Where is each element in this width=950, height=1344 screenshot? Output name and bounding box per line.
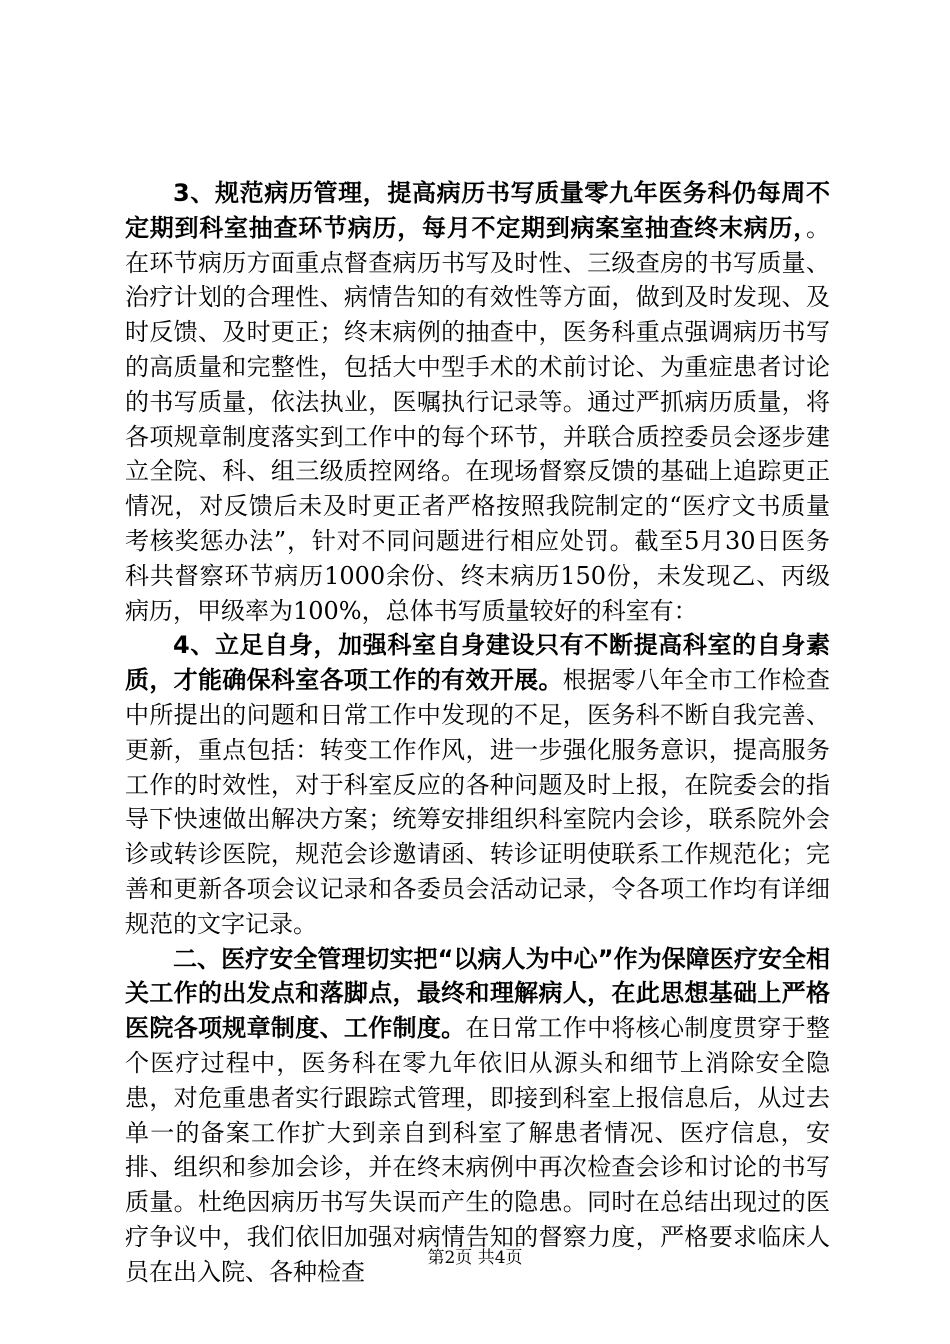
paragraph-heading: 3、规范病历管理，提高病历书写质量零九年医务科仍每周不定期到科室抽查环节病历，每月不定期到病案室抽查终末病历， [125, 179, 830, 242]
document-body [125, 176, 830, 1290]
paragraph-department-building [125, 628, 830, 941]
paragraph-medical-safety [125, 942, 830, 1290]
paragraph-heading: 4、立足自身，加强科室自身建设只有不断提高科室的自身素质，才能确保科室各项工作的有效开展。 [125, 631, 830, 695]
page-footer [0, 1247, 950, 1269]
paragraph-text: 在日常工作中将核心制度贯穿于整个医疗过程中，医务科在零九年依旧从源头和细节上消除安全隐患，对危重患者实行跟踪式管理，即接到科室上报信息后，从过去单一的备案工作扩大到亲自到科室了解患者情况、医疗信息，安排、组织和参加会诊，并在终末病例中再次检查会诊和讨论的书写质量。杜绝因病历书写失误而产生的隐患。同时在总结出现过的医疗争议中，我们依旧加强对病情告知的督察力度，严格要求临床人员在出入院、各种检查 [125, 1014, 830, 1286]
paragraph-medical-records [125, 176, 830, 628]
paragraph-text: 。在环节病历方面重点督查病历书写及时性、三级查房的书写质量、治疗计划的合理性、病情告知的有效性等方面，做到及时发现、及时反馈、及时更正；终末病例的抽查中，医务科重点强调病历书写的高质量和完整性，包括大中型手术的术前讨论、为重症患者讨论的书写质量，依法执业，医嘱执行记录等。通过严抓病历质量，将各项规章制度落实到工作中的每个环节，并联合质控委员会逐步建立全院、科、组三级质控网络。在现场督察反馈的基础上追踪更正情况，对反馈后未及时更正者严格按照我院制定的“医疗文书质量考核奖惩办法”，针对不同问题进行相应处罚。截至5月30日医务科共督察环节病历1000余份、终末病历150份，未发现乙、丙级病历，甲级率为100%，总体书写质量较好的科室有： [125, 213, 830, 625]
paragraph-text: 根据零八年全市工作检查中所提出的问题和日常工作中发现的不足，医务科不断自我完善、更新，重点包括：转变工作作风，进一步强化服务意识，提高服务工作的时效性，对于科室反应的各种问题及时上报，在院委会的指导下快速做出解决方案；统筹安排组织科室院内会诊，联系院外会诊或转诊医院，规范会诊邀请函、转诊证明使联系工作规范化；完善和更新各项会议记录和各委员会活动记录，令各项工作均有详细规范的文字记录。 [125, 666, 831, 938]
page-number: 第2页 共4页 [427, 1248, 523, 1268]
paragraph-heading: 二、医疗安全管理切实把“以病人为中心”作为保障医疗安全相关工作的出发点和落脚点，最终和理解病人，在此思想基础上严格医院各项规章制度、工作制度。 [125, 944, 830, 1043]
